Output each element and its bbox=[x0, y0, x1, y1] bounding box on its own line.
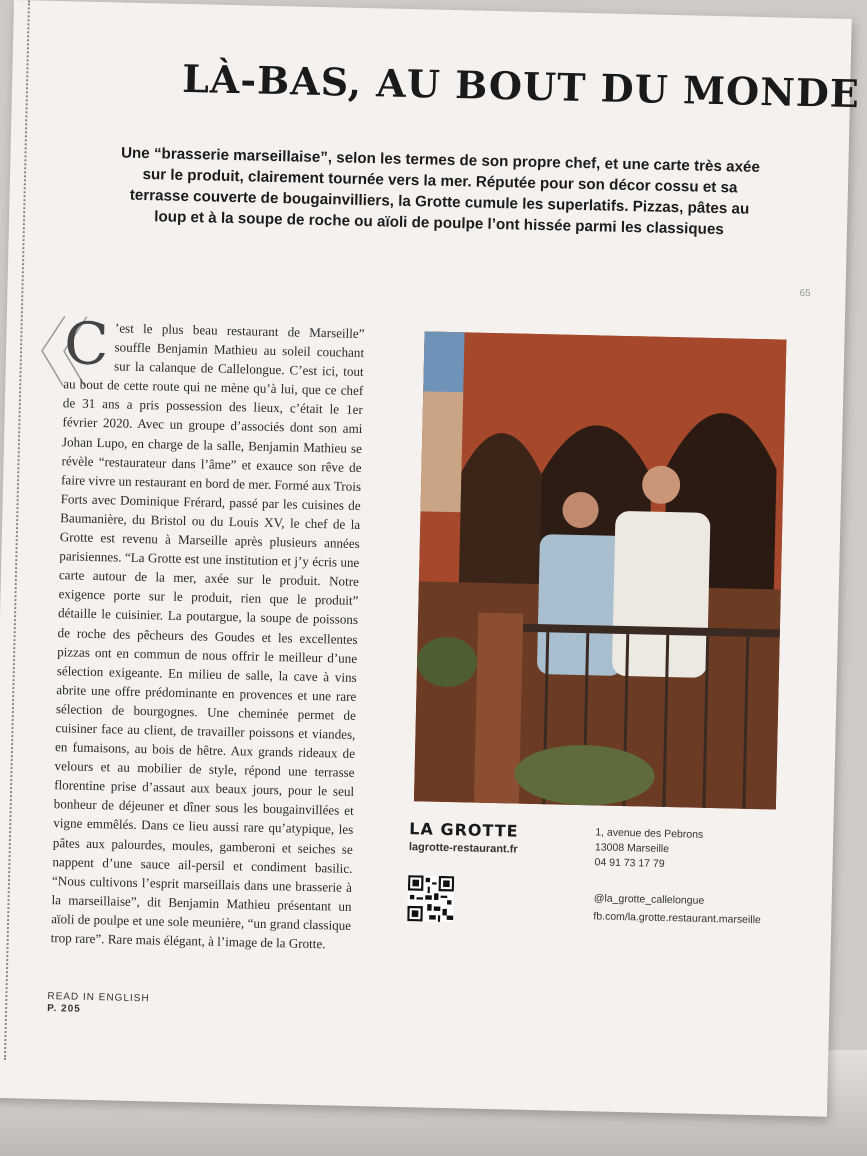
social-links bbox=[593, 889, 761, 929]
read-in-english bbox=[47, 991, 150, 1017]
read-label: READ IN ENGLISH bbox=[47, 991, 150, 1005]
restaurant-website[interactable]: lagrotte-restaurant.fr bbox=[408, 841, 518, 856]
instagram-handle[interactable]: @la_grotte_callelongue bbox=[593, 892, 705, 907]
restaurant-photo bbox=[414, 331, 787, 809]
article-body-text: ’est le plus beau restaurant de Marseille” souffle Benjamin Mathieu au soleil couchant sur la calanque de Callelongue. C’est ici, tout au bout de cette route qui ne mène qu’à lui, que ce chef de 31 ans a pris possession des lieux, c’était le 1er février 2020. Avec un groupe d’associés dont son ami Johan Lupo, en charge de la salle, Benjamin Mathieu se révèle “restaurateur dans l’âme” et exauce son rêve de faire vivre un restaurant en bord de mer. Formé aux Trois Forts avec Dominique Frérard, passé par les cuisines de Baumanière, du Bristol ou du Louis XV, le chef de la Grotte est revenu à Marseille après plusieurs années parisiennes. “La Grotte est une institution et j’y écris une carte autour de la mer, axée sur le produit. Notre exigence porte sur le produit, rien que le produit” détaille le cuisinier. La poutargue, la soupe de poissons de roche des pêcheurs des Goudes et les excellentes pizzas ont en commun de nous offrir le meilleur d’une sélection exigeante. En milieu de salle, la cave à vins abrite une offre prédominante en provences et une rare sélection de bourgognes. Une cheminée permet de cuisiner face au client, de travailler poissons et viandes, en fumaisons, au bois de hêtre. Aux grands rideaux de velours et au mobilier de style, répond une terrasse florentine prise d’assaut aux beaux jours, pour le seul bonheur de déjeuner et dîner sous les bougainvillées et vigne emmêlés. Dans ce lieu aussi rare qu’atypique, les pâtes aux palourdes, moules, gamberoni et seiches se nappent d’une sauce ail-persil et condiment basilic. “Nous cultivons l’esprit marseillais dans une brasserie à la marseillaise”, dit Benjamin Mathieu présentant un aïoli de poulpe et une sole meunière, “un grand classique trop rare”. Rare mais élégant, à l’image de la Grotte. bbox=[50, 320, 365, 952]
page-number: 65 bbox=[799, 287, 811, 300]
binding-edge bbox=[4, 0, 38, 1060]
address-street: 1, avenue des Pebrons bbox=[595, 826, 704, 841]
article-intro: Une “brasserie marseillaise”, selon les termes de son propre chef, et une carte très axée sur le produit, clairement tournée vers la mer. Réputée pour son décor cossu et sa terrasse couverte de bougainvilliers, la Grotte cumule les superlatifs. Pizzas, pâtes au loup et à la soupe de roche ou aïoli de poulpe l’ont hissée parmi les classiques bbox=[120, 144, 761, 239]
page-reference: P. 205 bbox=[47, 1003, 81, 1015]
restaurant-address bbox=[594, 825, 703, 872]
address-city: 13008 Marseille bbox=[594, 841, 670, 856]
facebook-link[interactable]: fb.com/la.grotte.restaurant.marseille bbox=[593, 910, 761, 927]
phone-number: 04 91 73 17 79 bbox=[594, 856, 665, 870]
qr-code-icon bbox=[407, 875, 454, 922]
article-title: LÀ-BAS, AU BOUT DU MONDE bbox=[181, 55, 861, 117]
drop-cap: C bbox=[63, 309, 110, 379]
article-body bbox=[50, 309, 365, 954]
restaurant-name: LA GROTTE bbox=[409, 819, 519, 841]
